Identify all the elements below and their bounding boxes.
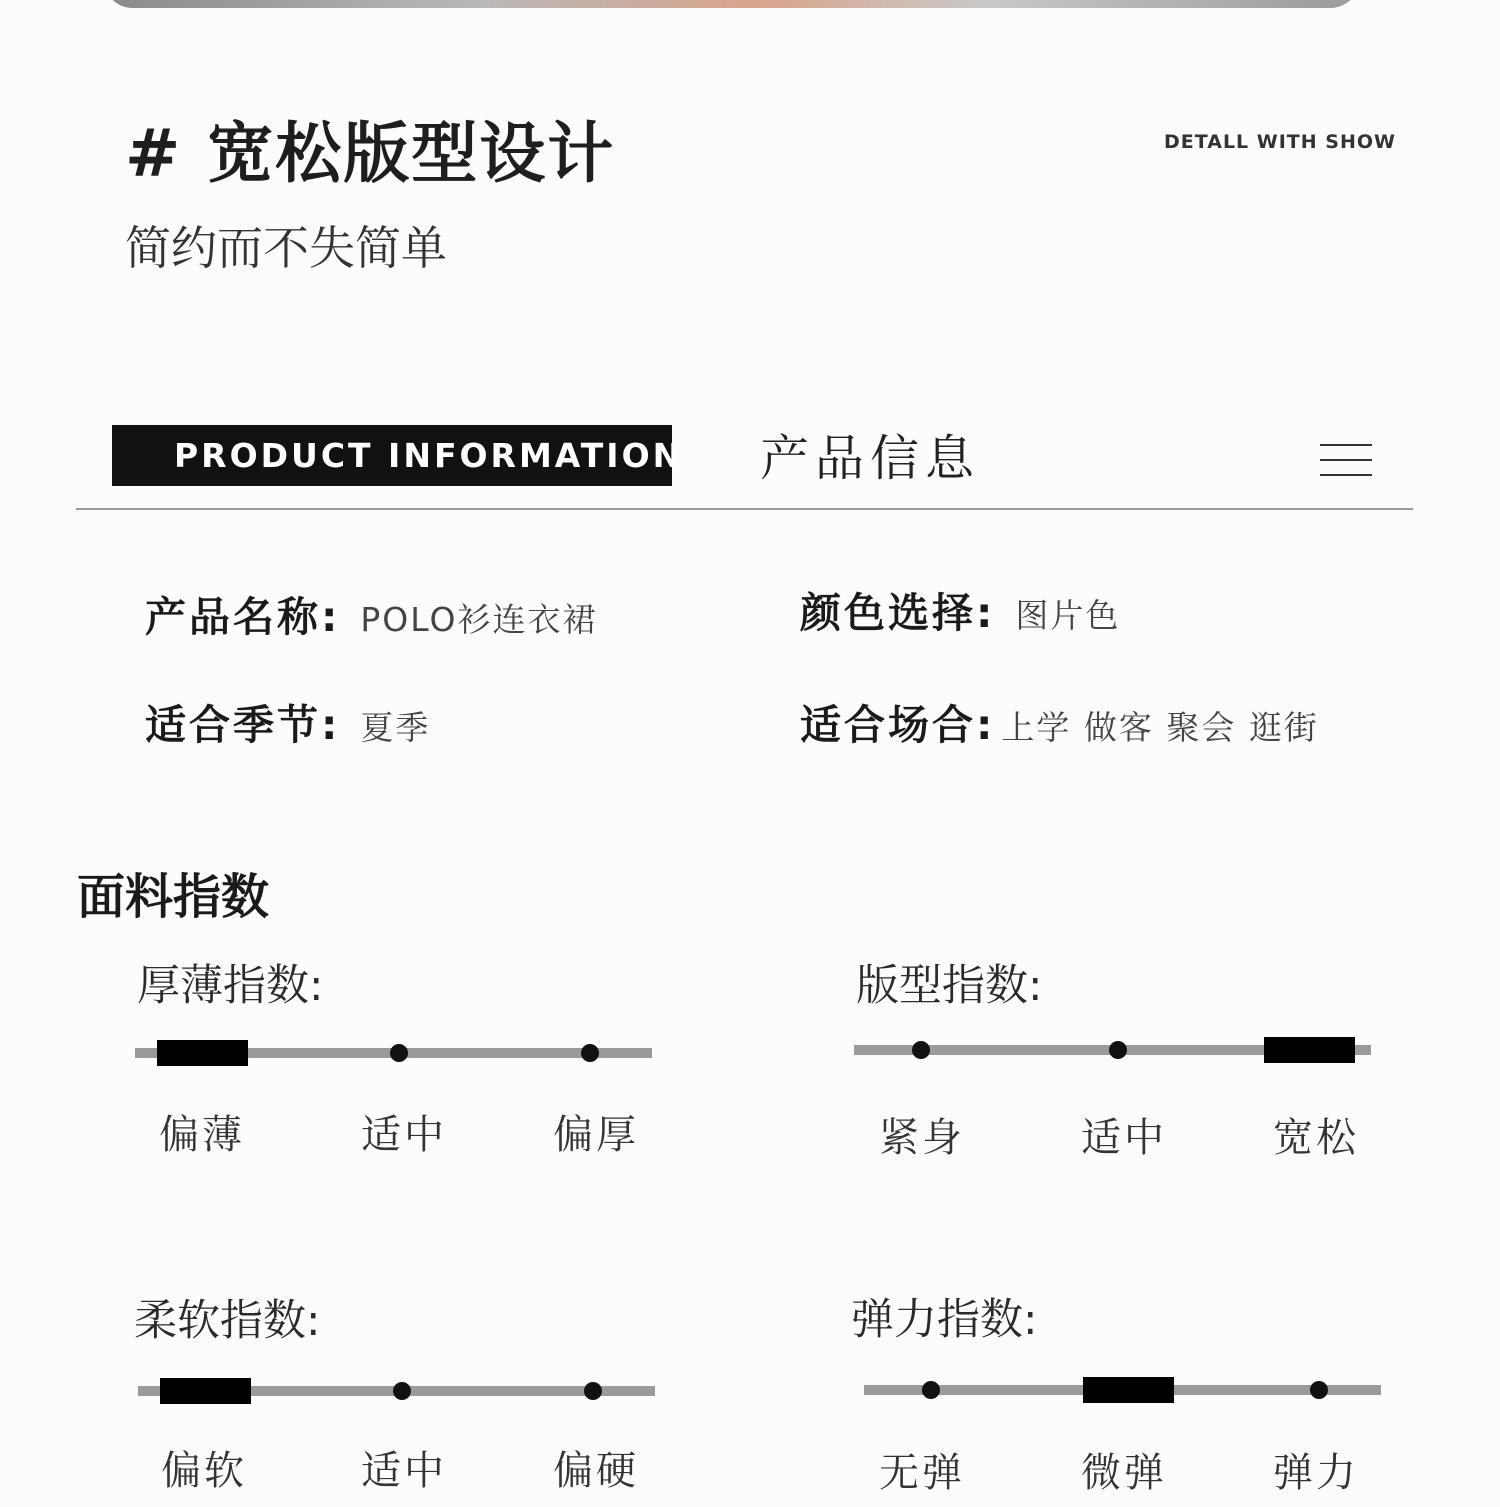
meter-label: 宽松 bbox=[1273, 1115, 1359, 1161]
section-subtitle: 简约而不失简单 bbox=[125, 221, 447, 275]
divider bbox=[76, 508, 1413, 510]
info-value: 夏季 bbox=[360, 708, 431, 747]
meter-selected-marker bbox=[157, 1040, 248, 1066]
elasticity-index-title: 弹力指数: bbox=[851, 1295, 1038, 1345]
meter-label: 偏厚 bbox=[553, 1112, 639, 1158]
product-information-banner: PRODUCT INFORMATION bbox=[112, 425, 672, 486]
fit-index-title: 版型指数: bbox=[856, 961, 1043, 1011]
meter-dot bbox=[922, 1381, 940, 1399]
softness-index-title: 柔软指数: bbox=[134, 1296, 321, 1346]
info-value: POLO衫连衣裙 bbox=[360, 600, 598, 639]
info-color bbox=[800, 580, 1120, 639]
meter-dot bbox=[393, 1382, 411, 1400]
info-label: 产品名称: bbox=[145, 593, 341, 641]
meter-label: 偏软 bbox=[161, 1448, 247, 1494]
meter-selected-marker bbox=[1264, 1037, 1355, 1063]
info-occasion bbox=[800, 692, 1319, 751]
meter-dot bbox=[1109, 1041, 1127, 1059]
meter-dot bbox=[390, 1044, 408, 1062]
meter-dot bbox=[1310, 1381, 1328, 1399]
meter-label: 微弹 bbox=[1081, 1450, 1167, 1496]
product-information-title: 产品信息 bbox=[760, 430, 981, 487]
section-title: # 宽松版型设计 bbox=[125, 115, 616, 192]
info-label: 颜色选择: bbox=[800, 589, 996, 637]
meter-selected-marker bbox=[1083, 1377, 1174, 1403]
meter-dot bbox=[912, 1041, 930, 1059]
meter-label: 适中 bbox=[1081, 1115, 1167, 1161]
info-season bbox=[145, 692, 430, 751]
product-photo-edge bbox=[103, 0, 1360, 8]
detail-tag: DETALL WITH SHOW bbox=[1164, 131, 1396, 153]
info-product-name bbox=[145, 584, 597, 643]
meter-dot bbox=[584, 1382, 602, 1400]
info-label: 适合场合: bbox=[800, 701, 996, 749]
info-label: 适合季节: bbox=[145, 701, 341, 749]
info-value: 上学 做客 聚会 逛街 bbox=[1001, 708, 1319, 747]
meter-label: 适中 bbox=[361, 1448, 447, 1494]
meter-label: 弹力 bbox=[1273, 1450, 1359, 1496]
meter-selected-marker bbox=[160, 1378, 251, 1404]
meter-label: 偏硬 bbox=[553, 1448, 639, 1494]
fabric-index-title: 面料指数 bbox=[77, 869, 270, 925]
info-value: 图片色 bbox=[1015, 596, 1121, 635]
meter-label: 紧身 bbox=[879, 1115, 965, 1161]
meter-label: 偏薄 bbox=[159, 1112, 245, 1158]
meter-label: 无弹 bbox=[879, 1450, 965, 1496]
thickness-index-title: 厚薄指数: bbox=[137, 961, 324, 1011]
menu-lines-icon bbox=[1320, 444, 1372, 476]
meter-dot bbox=[581, 1044, 599, 1062]
meter-label: 适中 bbox=[361, 1112, 447, 1158]
